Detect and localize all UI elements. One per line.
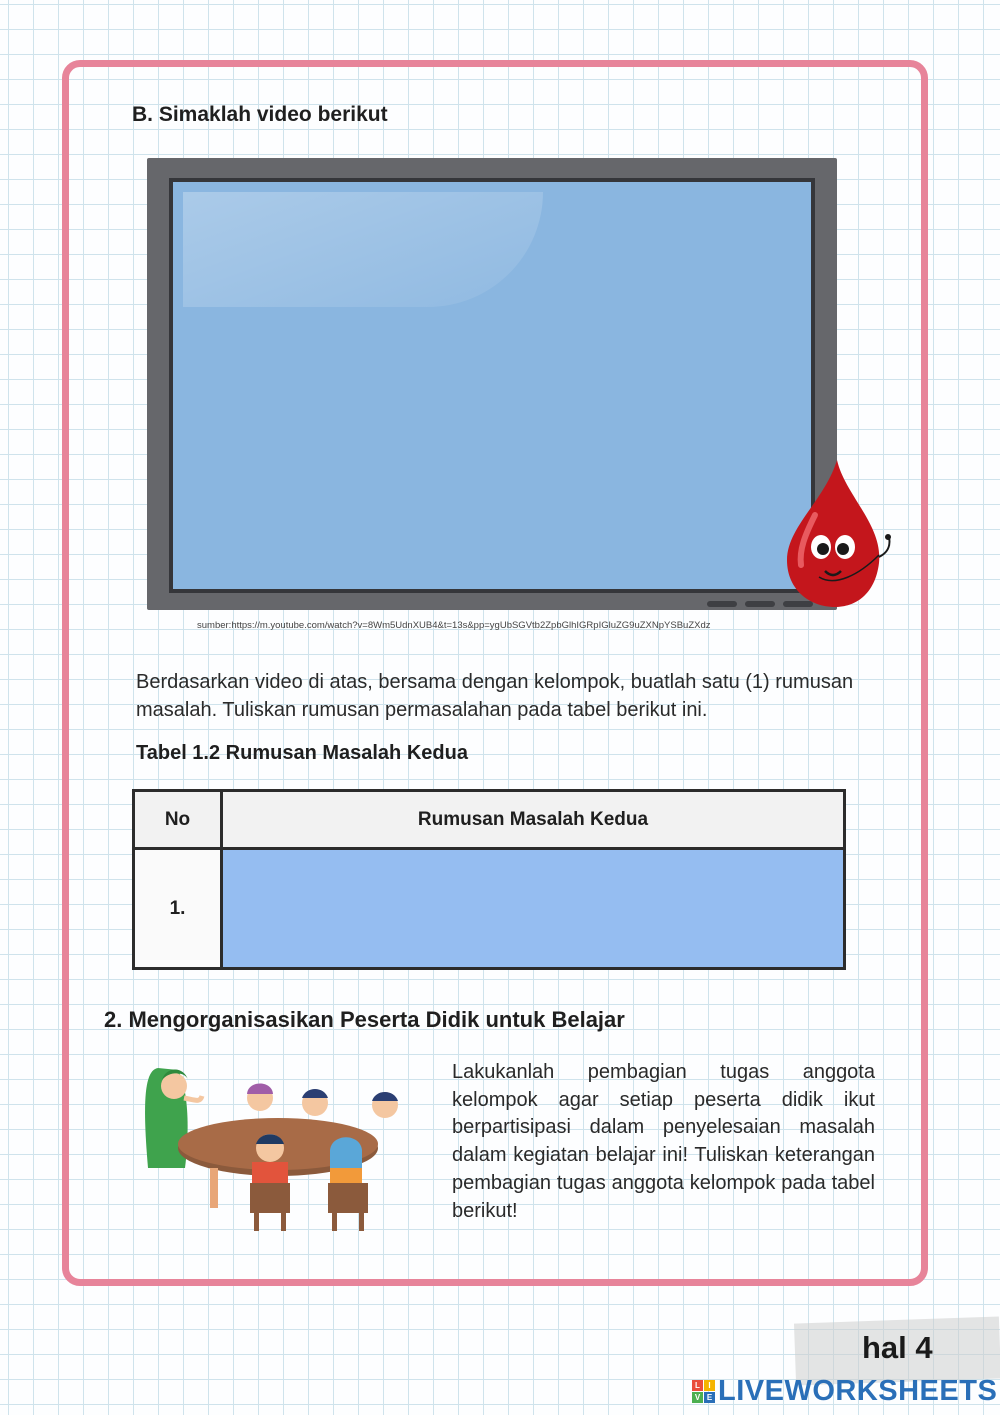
logo-grid-icon <box>692 1380 715 1403</box>
logo-letter: V <box>692 1392 703 1403</box>
table-row-number: 1. <box>135 850 223 967</box>
instruction-paragraph: Berdasarkan video di atas, bersama dengan kelompok, buatlah satu (1) rumusan masalah. Tuliskan rumusan permasalahan pada tabel berikut ini. <box>136 671 854 721</box>
logo-letter: I <box>704 1380 715 1391</box>
monitor-button <box>707 601 737 607</box>
table-header-formulation: Rumusan Masalah Kedua <box>223 792 843 850</box>
section-b-title: B. Simaklah video berikut <box>132 103 388 126</box>
logo-letter: E <box>704 1392 715 1403</box>
logo-letter: L <box>692 1380 703 1391</box>
video-monitor <box>147 158 837 610</box>
blood-drop-mascot-icon <box>775 455 900 615</box>
page-number: hal 4 <box>862 1330 933 1365</box>
table-title: Tabel 1.2 Rumusan Masalah Kedua <box>136 742 468 764</box>
logo-text: LIVEWORKSHEETS <box>718 1374 998 1407</box>
video-source-link[interactable]: sumber:https://m.youtube.com/watch?v=8Wm5UdnXUB4&t=13s&pp=ygUbSGVtb2ZpbGlhIGRpIGluZG9uZXNpYSBuZXdz <box>197 620 711 631</box>
video-screen[interactable] <box>169 178 815 593</box>
answer-input-cell[interactable] <box>223 850 843 967</box>
group-learning-illustration-icon <box>140 1058 425 1233</box>
screen-glare <box>183 192 543 307</box>
liveworksheets-logo[interactable] <box>692 1376 997 1406</box>
monitor-button <box>745 601 775 607</box>
task-division-paragraph: Lakukanlah pembagian tugas anggota kelompok agar setiap peserta didik ikut berpartisipasi dalam penyelesaian masalah dalam kegiatan belajar ini! Tuliskan keterangan pembagian tugas anggota kelompok pada tabel berikut! <box>452 1061 875 1222</box>
table-header-no: No <box>135 792 223 850</box>
section-2-title: 2. Mengorganisasikan Peserta Didik untuk Belajar <box>104 1007 625 1032</box>
problem-formulation-table <box>132 789 846 970</box>
